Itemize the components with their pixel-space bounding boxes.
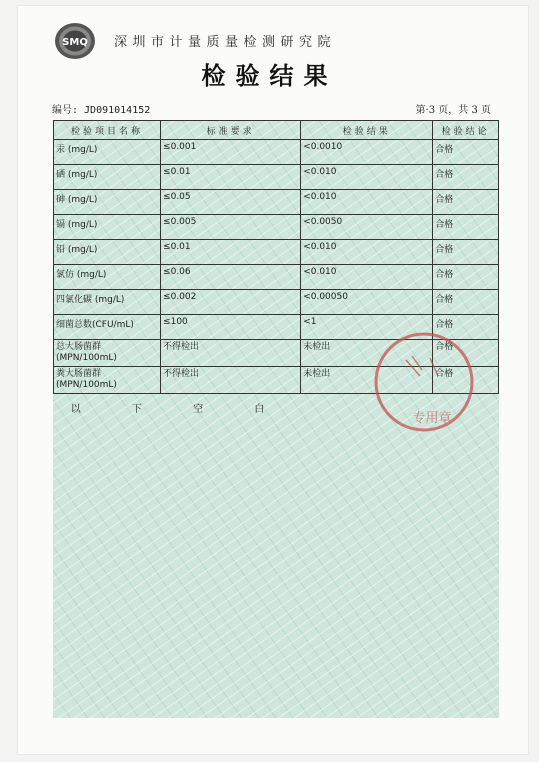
cell-standard: 不得检出	[161, 367, 301, 394]
cell-result: <0.010	[301, 265, 433, 290]
table-row	[54, 265, 499, 290]
cell-standard: ≤0.01	[161, 240, 301, 265]
cell-verdict: 合格	[433, 340, 499, 367]
table-row	[54, 290, 499, 315]
table-row	[54, 240, 499, 265]
cell-standard: ≤0.01	[161, 165, 301, 190]
cell-verdict: 合格	[433, 265, 499, 290]
cell-standard: ≤0.001	[161, 140, 301, 165]
cell-result: <1	[301, 315, 433, 340]
cell-result: <0.010	[301, 240, 433, 265]
header-standard: 标准要求	[161, 121, 301, 140]
cell-result: <0.00050	[301, 290, 433, 315]
cell-item: 四氯化碳 (mg/L)	[54, 290, 161, 315]
cell-item: 硒 (mg/L)	[54, 165, 161, 190]
cell-item: 砷 (mg/L)	[54, 190, 161, 215]
cell-standard: ≤0.002	[161, 290, 301, 315]
cell-result: <0.0010	[301, 140, 433, 165]
table-row	[54, 165, 499, 190]
cell-verdict: 合格	[433, 190, 499, 215]
page-title: 检验结果	[201, 61, 338, 90]
table-row	[54, 140, 499, 165]
cell-item-line2: (MPN/100mL)	[56, 353, 117, 363]
cell-item: 汞 (mg/L)	[54, 140, 161, 165]
header-item: 检验项目名称	[54, 121, 161, 140]
cell-standard: ≤0.005	[161, 215, 301, 240]
cell-result: 未检出	[301, 340, 433, 367]
cell-item: 氯仿 (mg/L)	[54, 265, 161, 290]
cell-verdict: 合格	[433, 315, 499, 340]
cell-result: <0.0050	[301, 215, 433, 240]
cell-verdict: 合格	[433, 165, 499, 190]
cell-verdict: 合格	[433, 240, 499, 265]
table-row	[54, 190, 499, 215]
cell-verdict: 合格	[433, 140, 499, 165]
cell-verdict: 合格	[433, 367, 499, 394]
cell-item: 铅 (mg/L)	[54, 240, 161, 265]
cell-item	[54, 367, 161, 394]
cell-result: <0.010	[301, 190, 433, 215]
official-seal-icon	[372, 330, 476, 434]
cell-item-line2: (MPN/100mL)	[56, 380, 117, 390]
logo-text: SMQ	[62, 37, 88, 48]
cell-result: <0.010	[301, 165, 433, 190]
cell-item	[54, 340, 161, 367]
header-verdict: 检验结论	[433, 121, 499, 140]
smq-logo-icon	[54, 22, 96, 60]
cell-item: 镉 (mg/L)	[54, 215, 161, 240]
cell-verdict: 合格	[433, 215, 499, 240]
table-header-row	[54, 121, 499, 140]
cell-verdict: 合格	[433, 290, 499, 315]
cell-result: 未检出	[301, 367, 433, 394]
cell-standard: ≤0.06	[161, 265, 301, 290]
cell-item: 细菌总数(CFU/mL)	[54, 315, 161, 340]
cell-item-line1: 粪大肠菌群	[56, 369, 102, 379]
institute-name: 深圳市计量质量检测研究院	[114, 35, 337, 50]
cell-standard: 不得检出	[161, 340, 301, 367]
report-number: 编号: JD091014152	[52, 105, 151, 116]
cell-standard: ≤0.05	[161, 190, 301, 215]
header-result: 检验结果	[301, 121, 433, 140]
blank-text: 以 下 空 白	[70, 404, 289, 415]
page-info: 第·3 页，共 3 页	[415, 105, 491, 116]
table-row	[54, 215, 499, 240]
cell-item-line1: 总大肠菌群	[56, 342, 102, 352]
cell-standard: ≤100	[161, 315, 301, 340]
seal-text: 专用章	[412, 411, 452, 426]
